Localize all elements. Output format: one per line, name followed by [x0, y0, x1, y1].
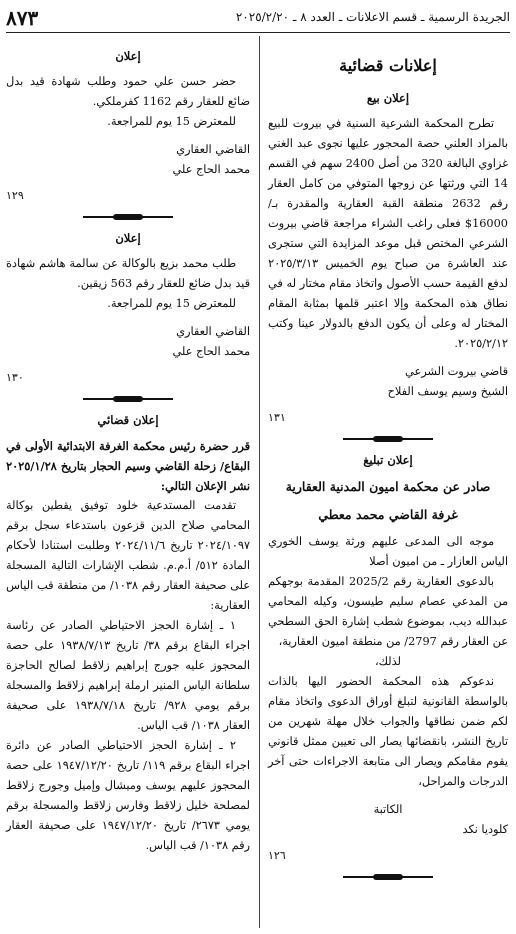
judicial-heading: إعلان قضائي — [97, 413, 159, 427]
notice1-body: حضر حسن علي حمود وطلب شهادة قيد بدل ضائع للعقار رقم 1162 كفرملكي. — [6, 75, 250, 108]
notice1-signature-title: القاضي العقاري — [176, 143, 250, 156]
notice-signature-name: كلوديا نكد — [462, 823, 508, 836]
divider-ornament — [343, 874, 433, 880]
notice-heading: إعلان تبليغ — [363, 453, 413, 467]
section-title: إعلانات قضائية — [339, 56, 437, 75]
notice2-body: طلب محمد بزيع بالوكالة عن سالمة هاشم شهادة قيد بدل ضائع للعقار رقم 563 زيقين. — [6, 257, 250, 290]
notice-addressee: موجه الى المدعى عليهم ورثة يوسف الخوري الياس العازار ـ من اميون أصلا — [268, 535, 508, 568]
judicial-item-2: ٢ ـ إشارة الحجز الاحتياطي الصادر عن دائرة اجراء البقاع برقم ١١٩/ تاريخ ١٩٤٧/١٢/٢٠ على حصة المحجوز عليهم يوسف وميشال وإميل وجورج زلاقط لمصلحة خليل زلاقط وفارس زلاقط والمسجلة برقم يومي ٢٦٧٣/ تاريخ ١٩٤٧/١٢/٢٠ على صحيفة العقار رقم ١٠٣٨/ قب الياس. — [6, 739, 250, 852]
notice-number: ١٢٦ — [268, 849, 286, 862]
notice-chamber: غرفة القاضي محمد معطي — [318, 507, 458, 522]
divider-ornament — [343, 436, 433, 442]
notice1-objection: للمعترض 15 يوم للمراجعة. — [107, 115, 236, 128]
journal-title: الجريدة الرسمية ـ قسم الاعلانات ـ العدد ٨ ـ ٢٠٢٥/٢/٢٠ — [235, 10, 510, 24]
page-header — [6, 6, 510, 28]
notice2-objection: للمعترض 15 يوم للمراجعة. — [107, 297, 236, 310]
notice1-signature-name: محمد الحاج علي — [172, 163, 250, 176]
header-rule — [6, 32, 510, 33]
divider-ornament — [83, 396, 173, 402]
right-column — [268, 38, 508, 888]
sale-number: ١٣١ — [268, 411, 286, 424]
sale-body: تطرح المحكمة الشرعية السنية في بيروت للبيع بالمزاد العلني حصة المحجور عليها نجوى عبد الغني غزاوي البالغة 320 من أصل 2400 سهم في القسم 14 التي ورثتها عن زوجها المتوفي من كامل العقار رقم 2632 منطقة القبة العقارية والمقدرة بـ/ 16000$ فعلى راغب الشراء مراجعة قاضي بيروت الشرعي المختص قبل موعد المزايدة التي ستجرى عند العاشرة من صباح يوم الخميس ٢٠٢٥/٣/١٣ لدفع القيمة حسب الأصول واتخاذ مقام مختار له في نطاق هذه المحكمة وإلا اعتبر قلمها بمثابة المقام المختار له وعلى أن يكون الدفع بالدولار عينا وكتب ٢٠٢٥/٢/١٢. — [268, 117, 509, 350]
column-divider — [259, 36, 260, 928]
notice-signature-title: الكاتبة — [373, 803, 403, 816]
judicial-item-1: ١ ـ إشارة الحجز الاحتياطي الصادر عن رئاسة اجراء البقاع برقم ٣٨/ تاريخ ١٩٣٨/٧/١٣ على حصة المحجوز عليه جورج إبراهيم زلاقط لصالح الحاجزة سلطانة الياس المنير ارملة إبراهيم زلاقط والمسجلة برقم يومي ٩٢٨/ تاريخ ١٩٣٨/٧/١٨ على صحيفة العقار ١٠٣٨/ قب الياس. — [6, 619, 250, 732]
sale-signature-name: الشيخ وسيم يوسف الفلاح — [387, 385, 508, 398]
page-number: ٨٧٣ — [6, 6, 39, 30]
notice1-number: ١٢٩ — [6, 189, 24, 202]
divider-ornament — [83, 214, 173, 220]
left-column — [6, 38, 250, 856]
notice2-signature-title: القاضي العقاري — [176, 325, 250, 338]
notice2-number: ١٣٠ — [6, 371, 24, 384]
notice2-signature-name: محمد الحاج علي — [172, 345, 250, 358]
notice-therefore: لذلك، — [375, 655, 401, 668]
notice-body-1: بالدعوى العقارية رقم 2025/2 المقدمة بوجهكم من المدعي عصام سليم طيسون، وكيله المحامي عبدالله ديب، بموضوع شطب إشارة الحق السطحي عن العقار رقم 2797/ من منطقة اميون العقارية، — [268, 575, 508, 648]
judicial-body: تقدمت المستدعية خلود توفيق يقطين بوكالة المحامي صلاح الدين قزعون باستدعاء سجل برقم ٢٠٢٤/١٠٩٧ تاريخ ٢٠٢٤/١١/٦ وطلبت استنادا لأحكام المادة ٥١٢/ أ.م.م. شطب الإشارات التالية المسجلة على صحيفة العقار رقم ١٠٣٨/ من منطقة قب الياس العقارية: — [6, 499, 250, 612]
sale-heading: إعلان بيع — [366, 91, 410, 105]
notice1-heading: إعلان — [115, 49, 141, 63]
judicial-decision: قرر حضرة رئيس محكمة الغرفة الابتدائية الأولى في البقاع/ زحلة القاضي وسيم الحجار بتاريخ ٢٠٢٥/١/٢٨ نشر الإعلان التالي: — [6, 439, 250, 493]
notice2-heading: إعلان — [115, 231, 141, 245]
notice-body-2: ندعوكم هذه المحكمة الحضور اليها بالذات بالواسطة القانونية لتبلغ أوراق الدعوى واتخاذ مقام لكم ضمن نطاقها والجواب خلال مهلة شهرين من تاريخ النشر، بانقضائها يصار الى تعيين ممثل قانوني يقوم مقامكم ويصار الى متابعة الاجراءات حتى آخر الدرجات والمراحل، — [268, 675, 508, 788]
notice-court: صادر عن محكمة اميون المدنية العقارية — [285, 479, 491, 494]
sale-signature-title: قاضي بيروت الشرعي — [405, 365, 508, 378]
